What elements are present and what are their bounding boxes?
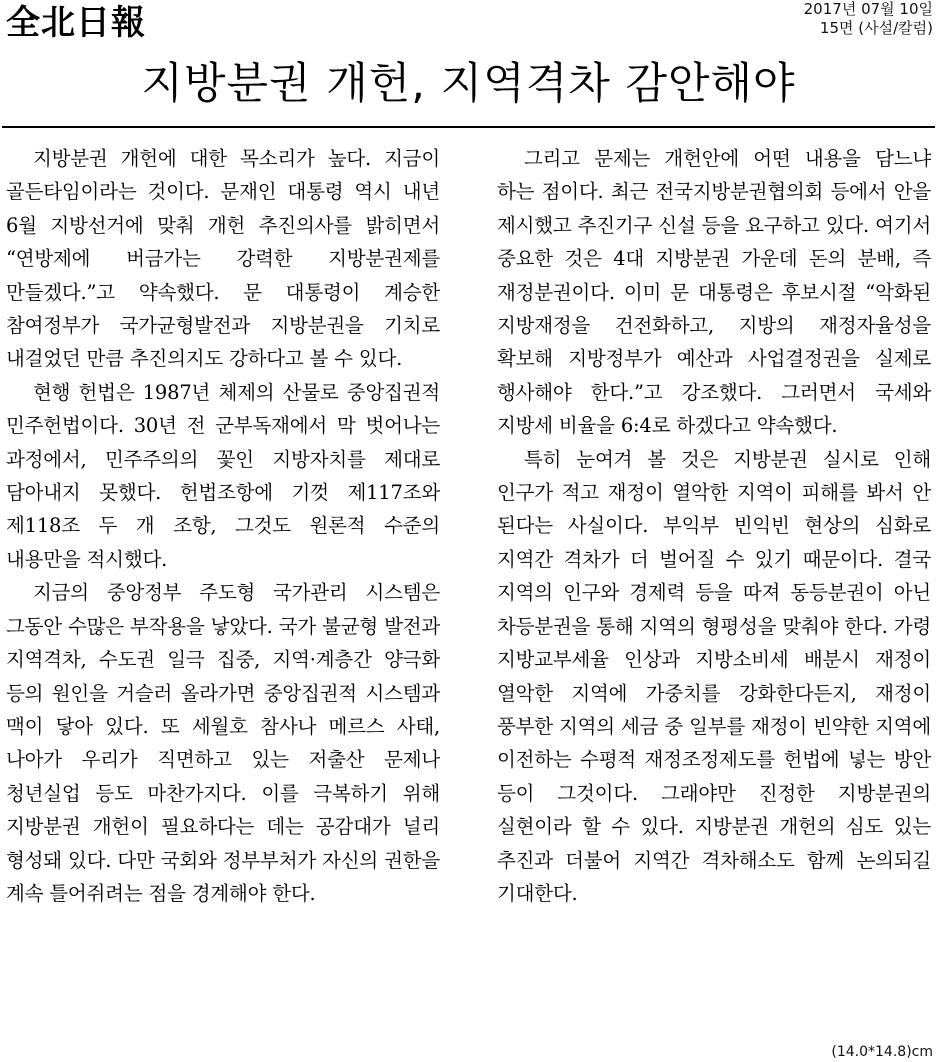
article-column-right [497,142,931,910]
publication-date: 2017년 07월 10일 [803,0,933,18]
article-column-left [6,142,440,910]
publication-info [804,0,933,38]
page-section: 15면 (사설/칼럼) [819,19,933,37]
clipping-size-note: (14.0*14.8)cm [831,1044,933,1060]
article-headline: 지방분권 개헌, 지역격차 감안해야 [141,59,796,109]
article-paragraph: 그리고 문제는 개헌안에 어떤 내용을 담느냐 하는 점이다. 최근 전국지방분권협의회 등에서 안을 제시했고 추진기구 신설 등을 요구하고 있다. 여기서 중요한 것은 4대 지방분권 가운데 돈의 분배, 즉 재정분권이다. 이미 문 대통령은 후보시절 “악화된 지방재정을 건전화하고, 지방의 재정자율성을 확보해 지방정부가 예산과 사업결정권을 실제로 행사해야 한다.”고 강조했다. 그러면서 국세와 지방세 비율을 6:4로 하겠다고 약속했다. [497,147,931,438]
article-paragraph: 특히 눈여겨 볼 것은 지방분권 실시로 인해 인구가 적고 재정이 열악한 지역이 피해를 봐서 안 된다는 사실이다. 부익부 빈익빈 현상의 심화로 지역간 격차가 더 벌어질 수 있기 때문이다. 결국 지역의 인구와 경제력 등을 따져 동등분권이 아닌 차등분권을 통해 지역의 형평성을 맞춰야 한다. 가령 지방교부세율 인상과 지방소비세 배분시 재정이 열악한 지역에 가중치를 강화한다든지, 재정이 풍부한 지역의 세금 중 일부를 재정이 빈약한 지역에 이전하는 수평적 재정조정제도를 헌법에 넣는 방안 등이 그것이다. 그래야만 진정한 지방분권의 실현이라 할 수 있다. 지방분권 개헌의 심도 있는 추진과 더불어 지역간 격차해소도 함께 논의되길 기대한다. [497,447,931,905]
newspaper-masthead: 全北日報 [6,3,146,43]
article-paragraph: 현행 헌법은 1987년 체제의 산물로 중앙집권적 민주헌법이다. 30년 전 군부독재에서 막 벗어나는 과정에서, 민주주의의 꽃인 지방자치를 제대로 담아내지 못했다. 헌법조항에 기껏 제117조와 제118조 두 개 조항, 그것도 원론적 수준의 내용만을 적시했다. [6,380,440,571]
headline-divider [2,126,935,128]
article-paragraph: 지금의 중앙정부 주도형 국가관리 시스템은 그동안 수많은 부작용을 낳았다. 국가 불균형 발전과 지역격차, 수도권 일극 집중, 지역·계층간 양극화 등의 원인을 거슬러 올라가면 중앙집권적 시스템과 맥이 닿아 있다. 또 세월호 참사나 메르스 사태, 나아가 우리가 직면하고 있는 저출산 문제나 청년실업 등도 마찬가지다. 이를 극복하기 위해 지방분권 개헌이 필요하다는 데는 공감대가 널리 형성돼 있다. 다만 국회와 정부부처가 자신의 권한을 계속 틀어쥐려는 점을 경계해야 한다. [6,581,440,905]
article-paragraph: 지방분권 개헌에 대한 목소리가 높다. 지금이 골든타임이라는 것이다. 문재인 대통령 역시 내년 6월 지방선거에 맞춰 개헌 추진의사를 밝히면서 “연방제에 버금가는 강력한 지방분권제를 만들겠다.”고 약속했다. 문 대통령이 계승한 참여정부가 국가균형발전과 지방분권을 기치로 내걸었던 만큼 추진의지도 강하다고 볼 수 있다. [6,147,440,371]
